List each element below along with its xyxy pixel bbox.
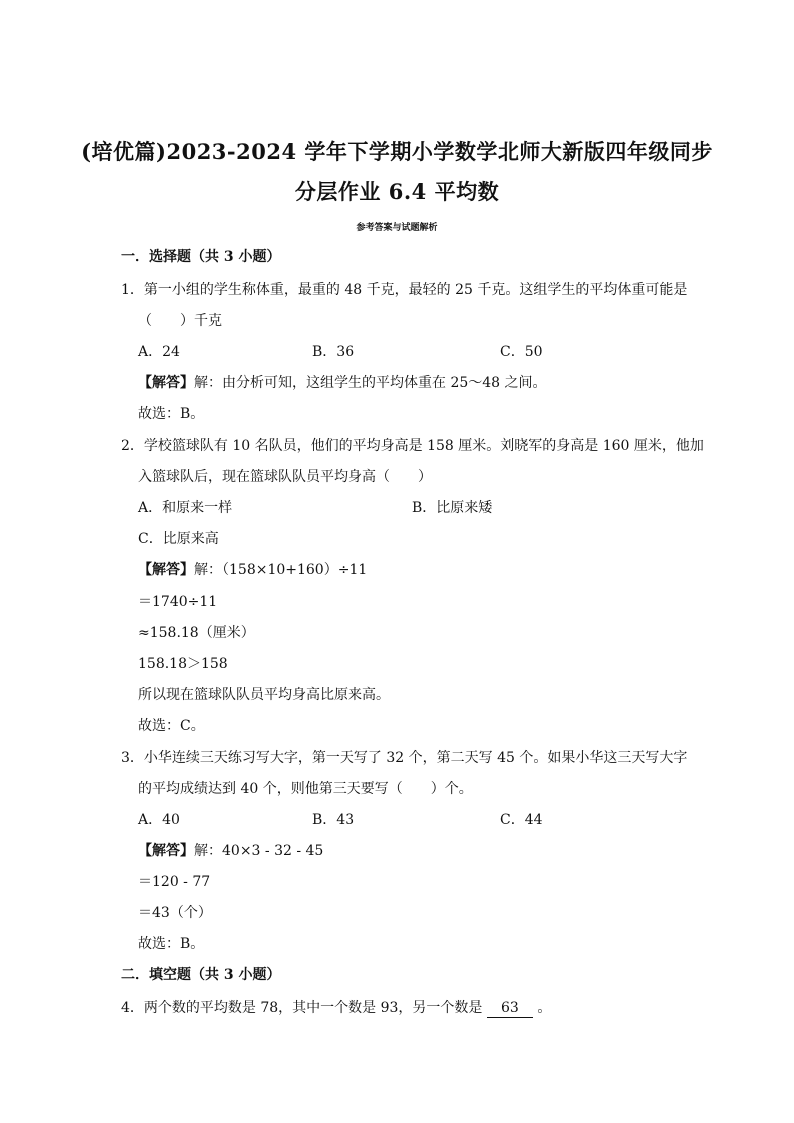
q1-answer-text: 解：由分析可知，这组学生的平均体重在 25～48 之间。 (194, 375, 547, 391)
q3-choice: 故选：B。 (138, 936, 205, 952)
q2-option-c: C．比原来高 (138, 531, 219, 547)
q2-answer (138, 561, 367, 579)
q3-answer (138, 842, 323, 860)
q3-answer-text: 解：40×3 - 32 - 45 (194, 843, 324, 859)
q1-option-c: C．50 (500, 344, 543, 360)
q2-option-a: A．和原来一样 (138, 500, 233, 516)
q2-step-4: 所以现在篮球队队员平均身高比原来高。 (138, 687, 390, 703)
q2-option-b: B．比原来矮 (412, 500, 493, 516)
q3-step-2: ＝43（个） (138, 905, 212, 921)
section-heading-fill: 二．填空题（共 3 小题） (121, 967, 281, 983)
document-title-line1: (培优篇)2023-2024 学年下学期小学数学北师大新版四年级同步 (81, 139, 713, 164)
document-title-line2: 分层作业 6.4 平均数 (294, 179, 500, 204)
q4-stem-end: 。 (532, 1000, 552, 1016)
q1-option-b: B．36 (312, 344, 355, 360)
document-subtitle: 参考答案与试题解析 (356, 223, 438, 233)
q2-choice: 故选：C。 (138, 718, 205, 734)
q1-answer (138, 374, 547, 392)
q1-option-a: A．24 (138, 344, 180, 360)
q4-stem-text: 4．两个数的平均数是 78，其中一个数是 93，另一个数是 (121, 1000, 487, 1016)
q3-stem-line2: 的平均成绩达到 40 个，则他第三天要写（ ）个。 (138, 781, 473, 797)
q3-option-c: C．44 (500, 812, 543, 828)
q3-step-1: ＝120 - 77 (138, 874, 211, 890)
q1-choice: 故选：B。 (138, 406, 205, 422)
section-heading-choice: 一．选择题（共 3 小题） (121, 249, 281, 265)
q1-stem-line1: 1．第一小组的学生称体重，最重的 48 千克，最轻的 25 千克。这组学生的平均体重可能是 (121, 282, 688, 298)
q2-step-1: ＝1740÷11 (138, 594, 218, 610)
answer-tag: 【解答】 (138, 375, 194, 391)
q2-step-2: ≈158.18（厘米） (138, 625, 255, 641)
q3-option-a: A．40 (138, 812, 180, 828)
answer-tag: 【解答】 (138, 562, 194, 578)
q1-stem-line2: （ ）千克 (138, 313, 222, 329)
q3-option-b: B．43 (312, 812, 355, 828)
q3-stem-line1: 3．小华连续三天练习写大字，第一天写了 32 个，第二天写 45 个。如果小华这三天写大字 (121, 750, 688, 766)
q2-stem-line1: 2．学校篮球队有 10 名队员，他们的平均身高是 158 厘米。刘晓军的身高是 160 厘米，他加 (121, 438, 704, 454)
q4-answer-blank: 63 (487, 999, 533, 1018)
q2-answer-text: 解：（158×10+160）÷11 (194, 562, 368, 578)
answer-tag: 【解答】 (138, 843, 194, 859)
q4-stem (121, 999, 551, 1018)
q2-step-3: 158.18＞158 (138, 656, 228, 672)
q2-stem-line2: 入篮球队后，现在篮球队队员平均身高（ ） (138, 469, 432, 485)
